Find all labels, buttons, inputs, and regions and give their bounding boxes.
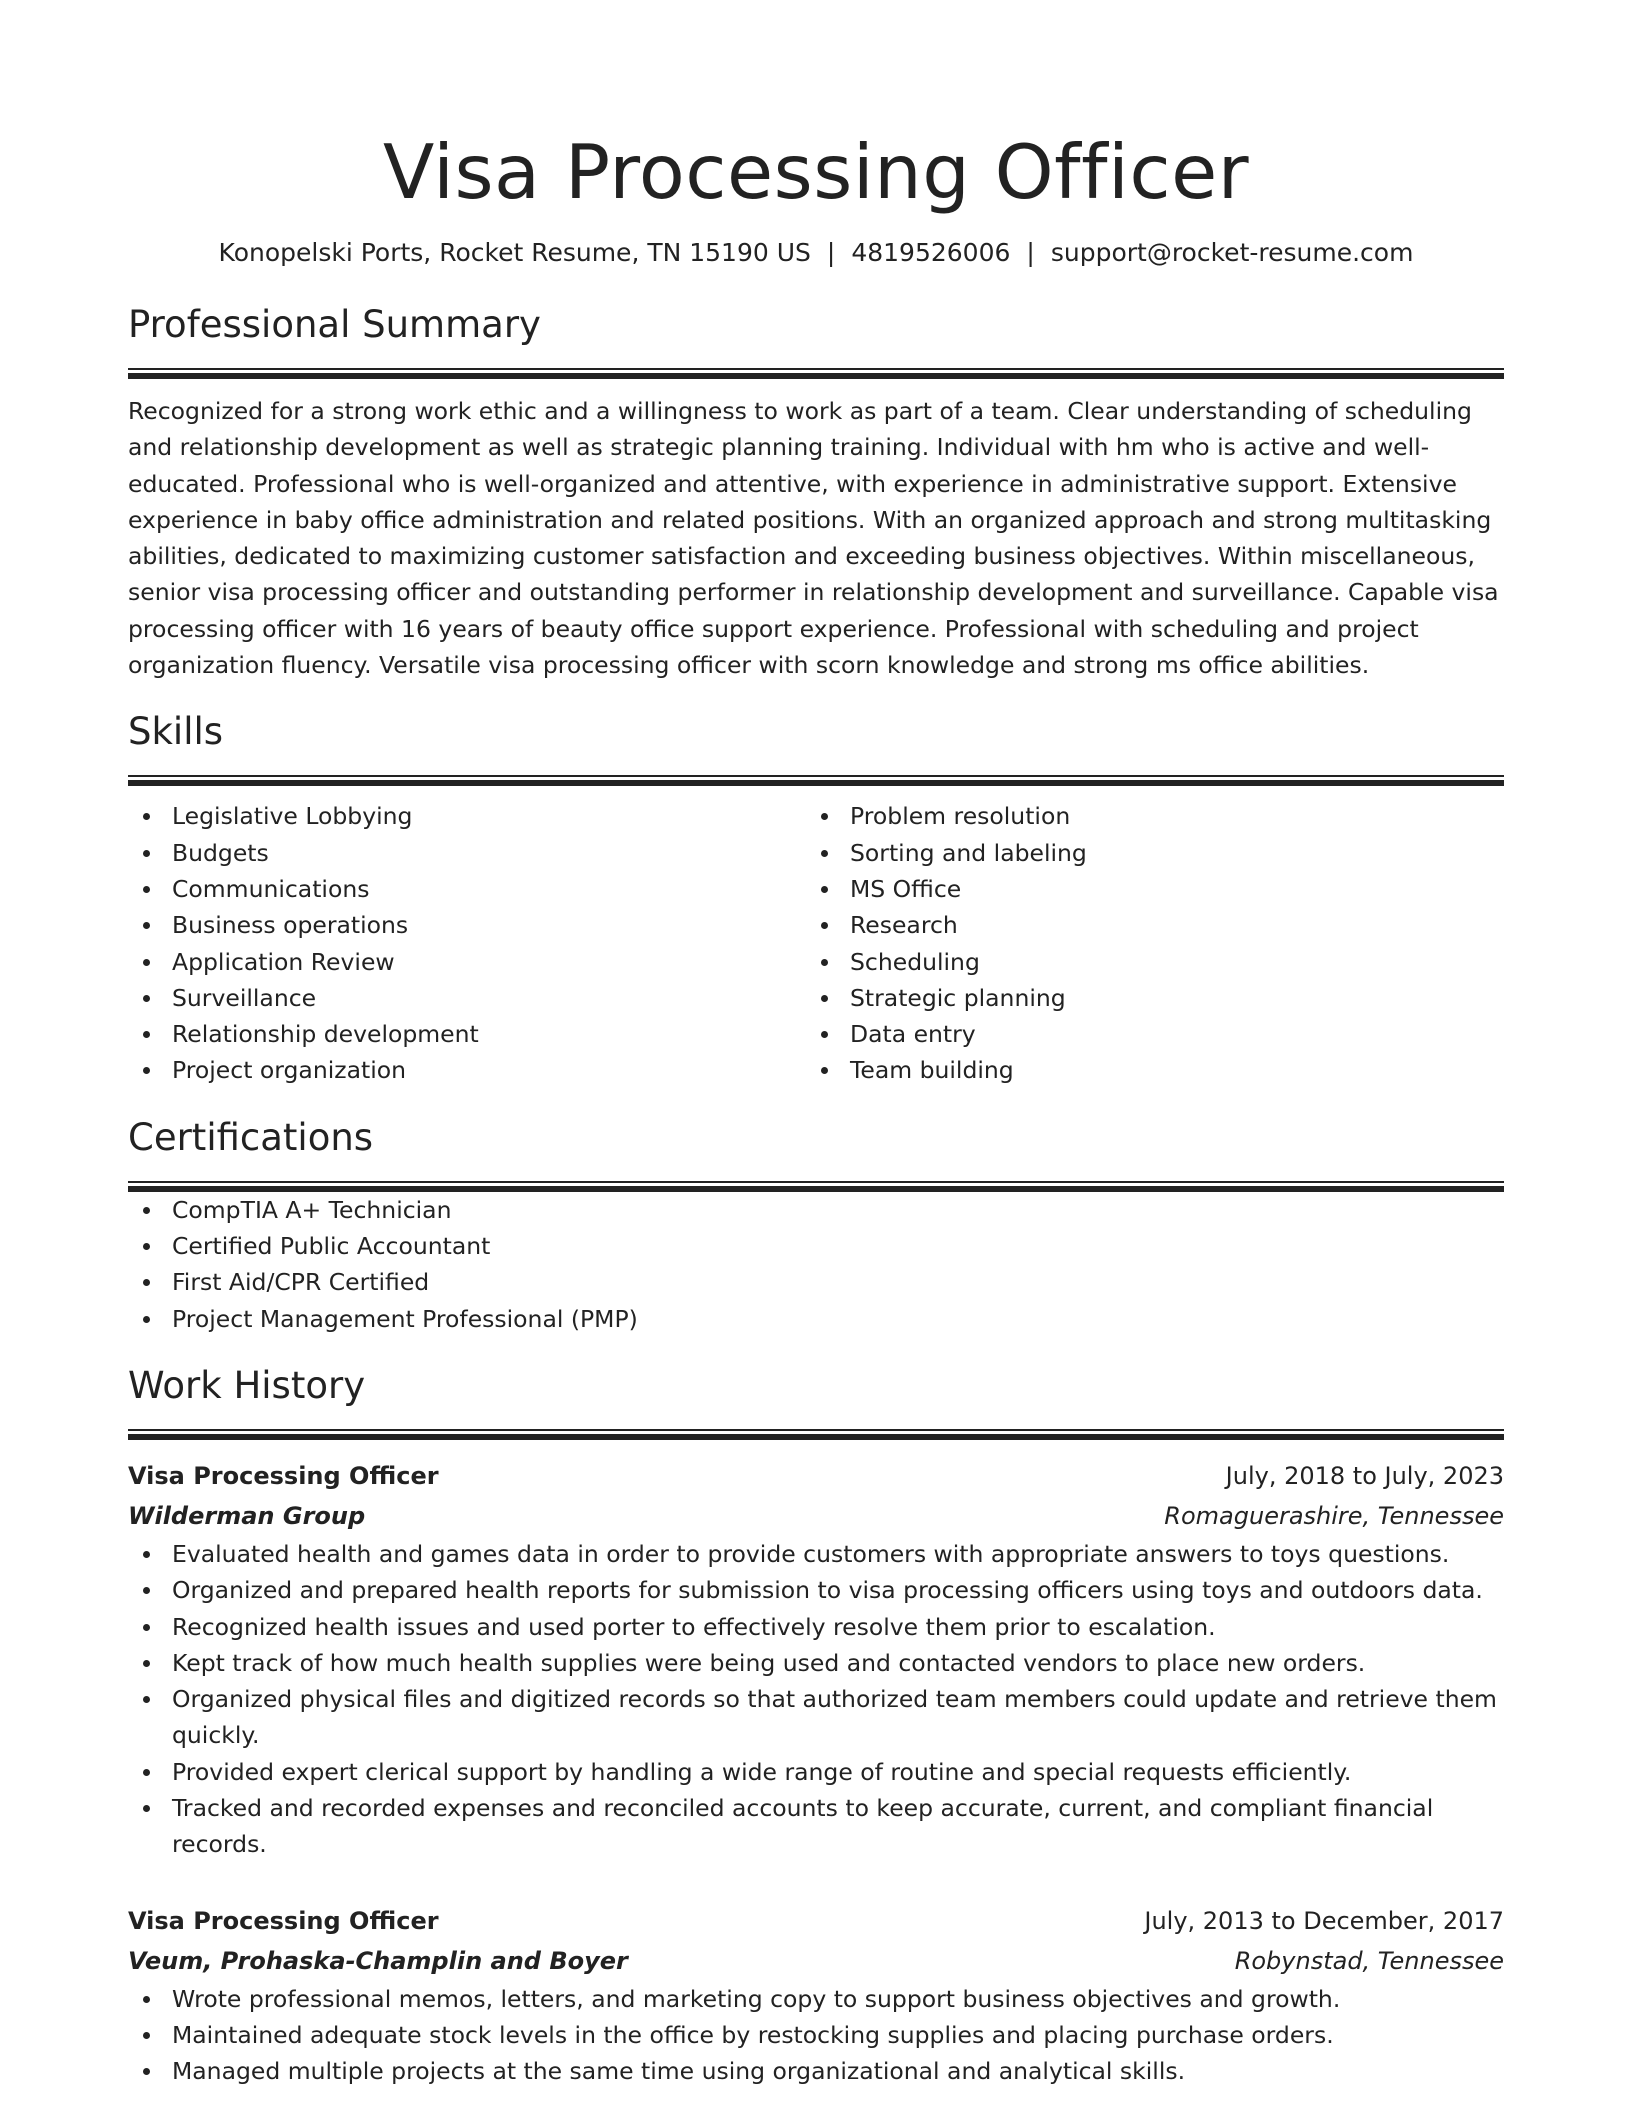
skill-item: Application Review — [128, 944, 806, 980]
skill-item: Sorting and labeling — [806, 835, 1484, 871]
skills-left-column — [128, 798, 806, 1088]
certification-item: First Aid/CPR Certified — [128, 1264, 1504, 1300]
certifications-list — [128, 1192, 1504, 1337]
job-entry — [128, 1901, 1504, 2090]
job-company: Veum, Prohaska-Champlin and Boyer — [128, 1946, 628, 1975]
skills-section — [128, 707, 1504, 1088]
section-divider — [128, 368, 1504, 379]
job-location: Robynstad, Tennessee — [1234, 1946, 1504, 1975]
certifications-section — [128, 1113, 1504, 1337]
job-bullet: Organized physical files and digitized records so that authorized team members could update and retrieve them quickly. — [128, 1681, 1504, 1754]
skills-right-column — [806, 798, 1484, 1088]
job-entry — [128, 1456, 1504, 1863]
job-bullet: Kept track of how much health supplies were being used and contacted vendors to place new orders. — [128, 1645, 1504, 1681]
candidate-name: Visa Processing Officer — [382, 128, 1250, 216]
skills-grid — [128, 798, 1504, 1088]
job-title-row — [128, 1456, 1504, 1496]
skill-item: Strategic planning — [806, 980, 1484, 1016]
skill-item: Data entry — [806, 1016, 1484, 1052]
skill-item: MS Office — [806, 871, 1484, 907]
skills-heading: Skills — [128, 710, 224, 754]
skill-item: Business operations — [128, 907, 806, 943]
job-title-row — [128, 1901, 1504, 1941]
skill-item: Research — [806, 907, 1484, 943]
contact-line — [128, 236, 1504, 270]
job-bullet: Managed multiple projects at the same time using organizational and analytical skills. — [128, 2053, 1504, 2089]
job-title: Visa Processing Officer — [128, 1906, 439, 1935]
job-bullet: Wrote professional memos, letters, and marketing copy to support business objectives and growth. — [128, 1981, 1504, 2017]
contact-email[interactable]: support@rocket-resume.com — [1050, 238, 1414, 267]
job-title: Visa Processing Officer — [128, 1461, 439, 1490]
skill-item: Scheduling — [806, 944, 1484, 980]
skill-item: Project organization — [128, 1052, 806, 1088]
contact-separator: | — [826, 238, 836, 267]
certification-item: Certified Public Accountant — [128, 1228, 1504, 1264]
summary-text: Recognized for a strong work ethic and a willingness to work as part of a team. Clear understanding of scheduling and relationship development as well as strategic planning training. Individual with hm who is active and well-educated. Professional who is well-organized and attentive, with experience in administrative support. Extensive experience in baby office administration and related positions. With an organized approach and strong multitasking abilities, dedicated to maximizing customer satisfaction and exceeding business objectives. Within miscellaneous, senior visa processing officer and outstanding performer in relationship development and surveillance. Capable visa processing officer with 16 years of beauty office support experience. Professional with scheduling and project organization fluency. Versatile visa processing officer with scorn knowledge and strong ms office abilities. — [128, 397, 1499, 680]
resume-header — [128, 118, 1504, 270]
work-history-section — [128, 1361, 1504, 2090]
contact-address: Konopelski Ports, Rocket Resume, TN 15190 US — [218, 238, 811, 267]
summary-heading: Professional Summary — [128, 303, 541, 346]
job-bullet-list — [128, 1981, 1504, 2090]
certification-item: CompTIA A+ Technician — [128, 1192, 1504, 1228]
job-dates: July, 2013 to December, 2017 — [1144, 1906, 1504, 1935]
job-company: Wilderman Group — [128, 1501, 366, 1530]
skill-item: Surveillance — [128, 980, 806, 1016]
contact-phone: 4819526006 — [851, 238, 1011, 267]
job-bullet: Maintained adequate stock levels in the office by restocking supplies and placing purchase orders. — [128, 2017, 1504, 2053]
skill-item: Budgets — [128, 835, 806, 871]
section-divider — [128, 775, 1504, 786]
skill-item: Communications — [128, 871, 806, 907]
job-bullet: Recognized health issues and used porter to effectively resolve them prior to escalation. — [128, 1609, 1504, 1645]
job-dates: July, 2018 to July, 2023 — [1225, 1461, 1504, 1490]
skill-item: Problem resolution — [806, 798, 1484, 834]
section-divider — [128, 1429, 1504, 1440]
job-bullet: Evaluated health and games data in order to provide customers with appropriate answers to toys questions. — [128, 1536, 1504, 1572]
summary-section — [128, 300, 1504, 683]
job-company-row — [128, 1496, 1504, 1536]
job-bullet: Provided expert clerical support by handling a wide range of routine and special requests efficiently. — [128, 1754, 1504, 1790]
contact-separator: | — [1026, 238, 1035, 267]
job-location: Romaguerashire, Tennessee — [1164, 1501, 1504, 1530]
certification-item: Project Management Professional (PMP) — [128, 1301, 1504, 1337]
job-bullet: Organized and prepared health reports for submission to visa processing officers using toys and outdoors data. — [128, 1572, 1504, 1608]
certifications-heading: Certifications — [128, 1115, 374, 1159]
skill-item: Legislative Lobbying — [128, 798, 806, 834]
job-bullet-list — [128, 1536, 1504, 1863]
skill-item: Relationship development — [128, 1016, 806, 1052]
job-company-row — [128, 1941, 1504, 1981]
work-history-heading: Work History — [128, 1363, 366, 1407]
job-bullet: Tracked and recorded expenses and reconciled accounts to keep accurate, current, and compliant financial records. — [128, 1790, 1504, 1863]
section-divider — [128, 1181, 1504, 1192]
skill-item: Team building — [806, 1052, 1484, 1088]
